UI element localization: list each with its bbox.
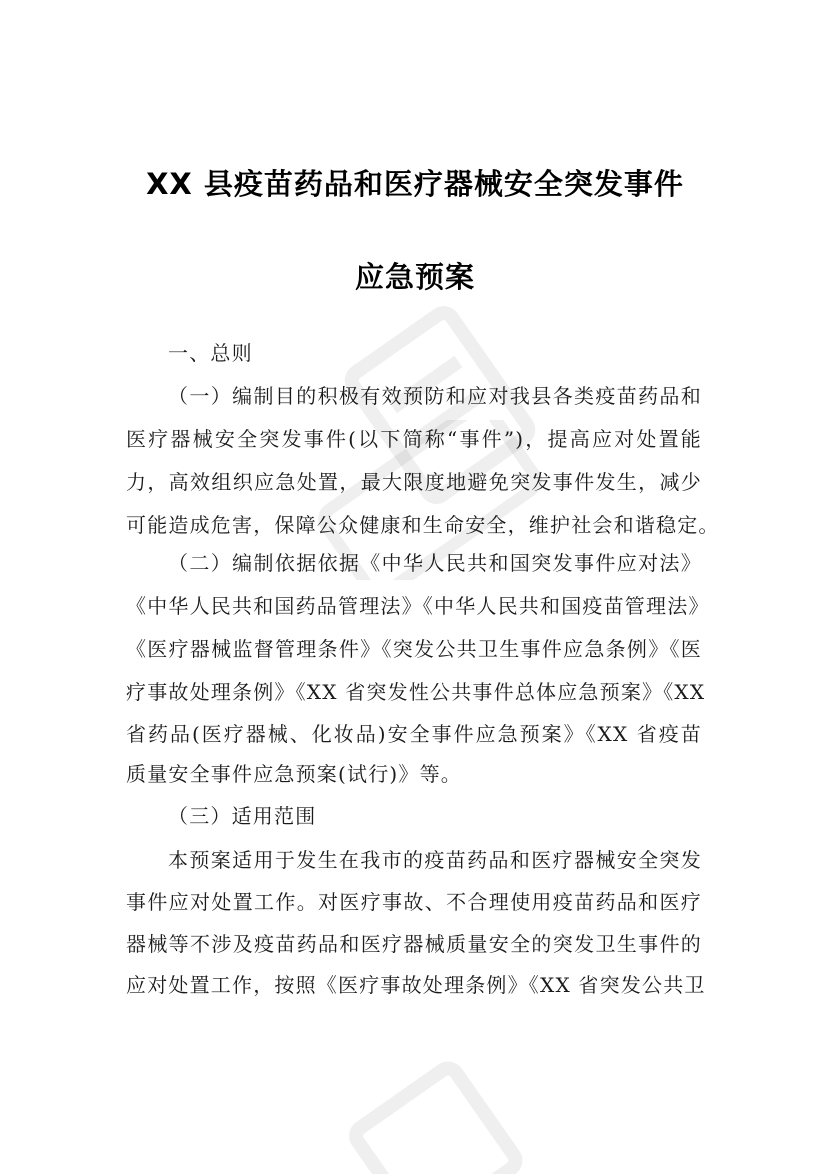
paragraph-line: 事件应对处置工作。对医疗事故、不合理使用疫苗药品和医疗 <box>126 890 702 914</box>
paragraph-line: 应对处置工作，按照《医疗事故处理条例》《XX 省突发公共卫 <box>126 973 706 997</box>
paragraph-line: （二）编制依据依据《中华人民共和国突发事件应对法》 <box>168 551 702 575</box>
section-heading: （三）适用范围 <box>168 804 317 828</box>
paragraph-line: 本预案适用于发生在我市的疫苗药品和医疗器械安全突发 <box>168 848 702 872</box>
paragraph-line: 《中华人民共和国药品管理法》《中华人民共和国疫苗管理法》 <box>126 594 710 618</box>
paragraph-line: 可能造成危害，保障公众健康和生命安全，维护社会和谐稳定。 <box>126 513 720 537</box>
section-heading: 一、总则 <box>168 341 253 365</box>
page-subtitle: 应急预案 <box>354 260 475 294</box>
page-title: XX 县疫苗药品和医疗器械安全突发事件 <box>146 167 684 201</box>
paragraph-line: （一）编制目的积极有效预防和应对我县各类疫苗药品和 <box>168 384 702 408</box>
paragraph-line: 力，高效组织应急处置，最大限度地避免突发事件发生，减少 <box>126 470 702 494</box>
paragraph-line: 《医疗器械监督管理条件》《突发公共卫生事件应急条例》《医 <box>126 637 702 661</box>
paragraph-line: 器械等不涉及疫苗药品和医疗器械质量安全的突发卫生事件的 <box>126 932 702 956</box>
paragraph-line: 省药品(医疗器械、化妆品)安全事件应急预案》《XX 省疫苗 <box>126 722 702 746</box>
paragraph-line: 质量安全事件应急预案(试行)》等。 <box>126 762 463 786</box>
paragraph-line: 疗事故处理条例》《XX 省突发性公共事件总体应急预案》《XX <box>126 680 706 704</box>
paragraph-line: 医疗器械安全突发事件(以下简称“事件”)，提高应对处置能 <box>126 427 702 451</box>
watermark-icon <box>330 1060 530 1174</box>
